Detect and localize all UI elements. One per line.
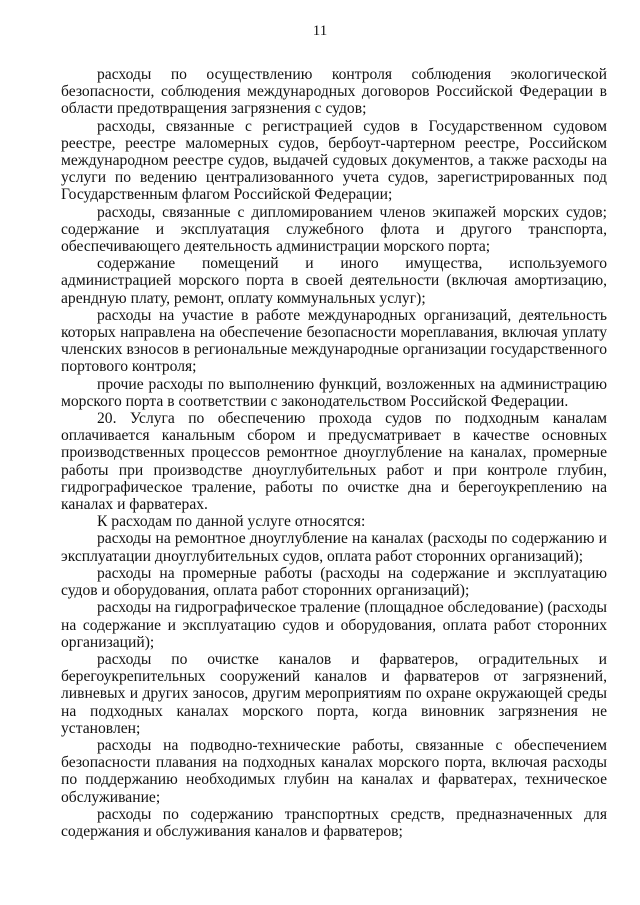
paragraph-ship-registration: расходы, связанные с регистрацией судов в Государственном судовом реестре, реестре маломерных судов, бербоут-чартерном реестре, Российском международном реестре судов, выдачей судовых документов, а также расходы на услуги по ведению централизованного учета судов, зарегистрированных под Государственным флагом Российской Федерации; (61, 117, 607, 204)
paragraph-underwater-works: расходы на подводно-технические работы, связанные с обеспечением безопасности плавания на подходных каналах морского порта, включая расходы по поддержанию необходимых глубин на каналах и фарватерах, техническое обслуживание; (61, 736, 607, 806)
paragraph-dredging: расходы на ремонтное дноуглубление на каналах (расходы по содержанию и эксплуатации дноуглубительных судов, оплата работ сторонних организаций); (61, 530, 607, 565)
paragraph-vehicle-maintenance: расходы по содержанию транспортных средств, предназначенных для содержания и обслуживания каналов и фарватеров; (61, 805, 607, 840)
document-body (61, 66, 607, 840)
paragraph-crew-certification: расходы, связанные с дипломированием членов экипажей морских судов; содержание и эксплуатация служебного флота и другого транспорта, обеспечивающего деятельность администрации морского порта; (61, 203, 607, 256)
paragraph-expenses-intro: К расходам по данной услуге относятся: (97, 513, 366, 531)
paragraph-item-20: 20. Услуга по обеспечению прохода судов по подходным каналам оплачивается канальным сбором и предусматривает в качестве основных производственных процессов ремонтное дноуглубление на каналах, промерные работы при производстве дноуглубительных работ и при контроле глубин, гидрографическое траление, работы по очистке дна и берегоукреплению на каналах и фарватерах. (61, 410, 607, 514)
paragraph-ecology-control: расходы по осуществлению контроля соблюдения экологической безопасности, соблюдения международных договоров Российской Федерации в области предотвращения загрязнения с судов; (61, 66, 607, 118)
paragraph-hydrographic-trawling: расходы на гидрографическое траление (площадное обследование) (расходы на содержание и эксплуатацию судов и оборудования, оплата работ сторонних организаций); (61, 599, 607, 651)
paragraph-premises-maintenance: содержание помещений и иного имущества, используемого администрацией морского порта в своей деятельности (включая амортизацию, арендную плату, ремонт, оплату коммунальных услуг); (61, 255, 607, 307)
paragraph-channel-cleaning: расходы по очистке каналов и фарватеров, оградительных и берегоукрепительных сооружений каналов и фарватеров от загрязнений, ливневых и других заносов, другим мероприятиям по охране окружающей среды на подходных каналах морского порта, когда виновник загрязнения не установлен; (61, 650, 607, 737)
paragraph-international-organizations: расходы на участие в работе международных организаций, деятельность которых направлена на обеспечение безопасности мореплавания, включая уплату членских взносов в региональные международные организации государственного портового контроля; (61, 306, 607, 376)
page-number: 11 (312, 23, 328, 39)
paragraph-survey-works: расходы на промерные работы (расходы на содержание и эксплуатацию судов и оборудования, оплата работ сторонних организаций); (61, 564, 607, 600)
paragraph-other-expenses: прочие расходы по выполнению функций, возложенных на администрацию морского порта в соответствии с законодательством Российской Федерации. (61, 375, 607, 410)
